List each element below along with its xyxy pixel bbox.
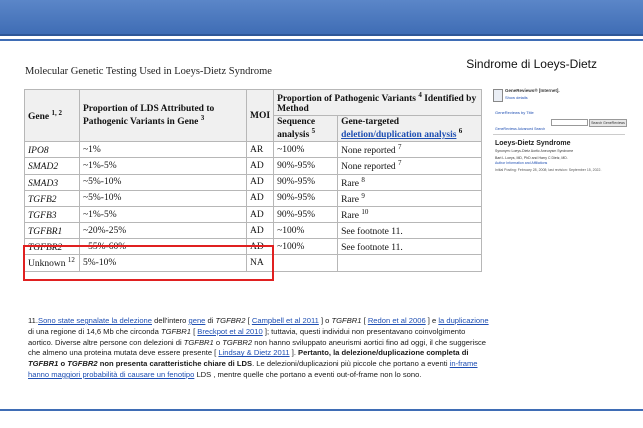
cell-sequence: ~100% [274,223,338,239]
top-banner [0,0,643,36]
thumb-heading: Loeys-Dietz Syndrome [495,140,571,147]
cell-moi: AD [247,174,274,190]
header-gene: Gene $^{1, 2}$ [25,90,80,142]
cell-del-dup [338,255,482,271]
thumb-synonym: Synonym: Loeys-Dietz Aortic Aneurysm Syndrome [495,149,574,153]
table-row [25,206,482,222]
link-lindsay[interactable]: Lindsay & Dietz 2011 [218,348,290,358]
cell-del-dup: None reported $^7$ [338,142,482,158]
cell-proportion: 5%-10% [80,255,247,271]
bottom-rule [0,409,643,411]
cell-sequence: ~100% [274,239,338,255]
link-duplicazione[interactable]: la duplicazione [438,316,489,325]
cell-moi: NA [247,255,274,271]
thumb-show-details[interactable]: Show details [505,95,528,100]
header-sequence: Sequence analysis $^5$ [274,116,338,142]
thumb-divider [493,134,625,135]
cell-gene: TGFB3 [25,206,80,222]
thumb-search-label[interactable]: GeneReviews by Title [495,110,534,115]
table-row [25,142,482,158]
cell-gene: TGFBR1 [25,223,80,239]
cell-del-dup: None reported $^7$ [338,158,482,174]
cell-moi: AD [247,239,274,255]
cell-proportion: ~1%-5% [80,158,247,174]
cell-sequence: 90%-95% [274,190,338,206]
cell-gene: IPO8 [25,142,80,158]
del-dup-link[interactable]: deletion/duplication analysis [341,130,457,141]
header-proportion: Proportion of LDS Attributed to Pathogenic Variants in Gene $^3$ [80,90,247,142]
cell-gene: SMAD3 [25,174,80,190]
cell-proportion: ~5%-10% [80,190,247,206]
header-identified: Proportion of Pathogenic Variants $^4$ Identified by Method [274,90,482,116]
top-rule [0,39,643,41]
genereviews-thumbnail [491,87,627,185]
cell-sequence: 90%-95% [274,206,338,222]
link-gene[interactable]: gene [188,316,206,325]
cell-sequence: 90%-95% [274,158,338,174]
cell-gene: Unknown $^{12}$ [25,255,80,271]
cell-gene: TGFBR2 [25,239,80,255]
header-moi: MOI [247,90,274,142]
table-caption: Molecular Genetic Testing Used in Loeys-Dietz Syndrome [25,66,272,77]
table-row [25,190,482,206]
link-delezione[interactable]: Sono state segnalate la delezione [38,316,152,325]
thumb-search-input[interactable] [551,119,588,126]
link-breckpot[interactable]: Breckpot et al 2010 [197,326,263,336]
highlight-box [23,245,274,281]
cell-proportion: ~20%-25% [80,223,247,239]
thumb-authors: Bart L Loeys, MD, PhD and Harry C Dietz, MD. [495,156,568,160]
cell-del-dup: Rare $^8$ [338,174,482,190]
cell-gene: SMAD2 [25,158,80,174]
table-row [25,223,482,239]
thumb-dates: Initial Posting: February 28, 2008; last revision: September 15, 2022. [495,168,602,172]
link-campbell[interactable]: Campbell et al 2011 [251,316,319,325]
thumb-source: GeneReviews® [Internet]. [505,88,560,93]
thumb-advanced-search[interactable]: GeneReviews Advanced Search [495,127,546,131]
cell-del-dup: See footnote 11. [338,239,482,255]
link-redon[interactable]: Redon et al 2006 [367,316,426,325]
cell-del-dup: See footnote 11. [338,223,482,239]
footnote-11: 11.Sono state segnalate la delezione dell'intero gene di TGFBR2 [ Campbell et al 2011 ] o TGFBR1 [ Redon et al 2006 ] e la duplicazione di una regione di 14,6 Mb che circonda TGFBR1 [ Breckpot et al 2010 ]; tuttavia, questi individui non presentavano coinvolgimento aortico. Diverse altre persone con delezioni di TGFBR1 o TGFBR2 non hanno sviluppato aneurismi aortici fino ad oggi, il che suggerisce che almeno una proteina mutata deve essere presente [ Lindsay & Dietz 2011 ]. Pertanto, la delezione/duplicazione completa di TGFBR1 o TGFBR2 non presenta caratteristiche chiare di LDS. Le delezioni/duplicazioni più piccole che portano a eventi in-frame hanno maggiori probabilità di causare un fenotipo LDS , mentre quelle che portano a eventi out-of-frame non lo sono. [28,316,489,379]
slide-title: Sindrome di Loeys-Dietz [466,57,597,71]
link-in-frame[interactable]: in-frame hanno maggiori probabilità di causare un fenotipo [28,359,478,379]
cell-proportion: ~5%-10% [80,174,247,190]
thumb-search-button[interactable]: Search GeneReviews [589,119,627,127]
cell-proportion: ~1% [80,142,247,158]
cell-del-dup: Rare $^9$ [338,190,482,206]
cell-moi: AD [247,223,274,239]
book-icon [493,89,503,102]
cell-moi: AD [247,158,274,174]
cell-moi: AD [247,190,274,206]
cell-proportion: ~1%-5% [80,206,247,222]
table-row [25,174,482,190]
cell-sequence [274,255,338,271]
cell-moi: AD [247,206,274,222]
cell-sequence: ~100% [274,142,338,158]
cell-gene: TGFB2 [25,190,80,206]
cell-del-dup: Rare $^{10}$ [338,206,482,222]
thumb-author-info[interactable]: Author Information and Affiliations [495,161,548,165]
table-row [25,158,482,174]
cell-proportion: ~55%-60% [80,239,247,255]
cell-moi: AR [247,142,274,158]
header-del-dup: Gene-targeted deletion/duplication analysis $^6$ [338,116,482,142]
cell-sequence: 90%-95% [274,174,338,190]
